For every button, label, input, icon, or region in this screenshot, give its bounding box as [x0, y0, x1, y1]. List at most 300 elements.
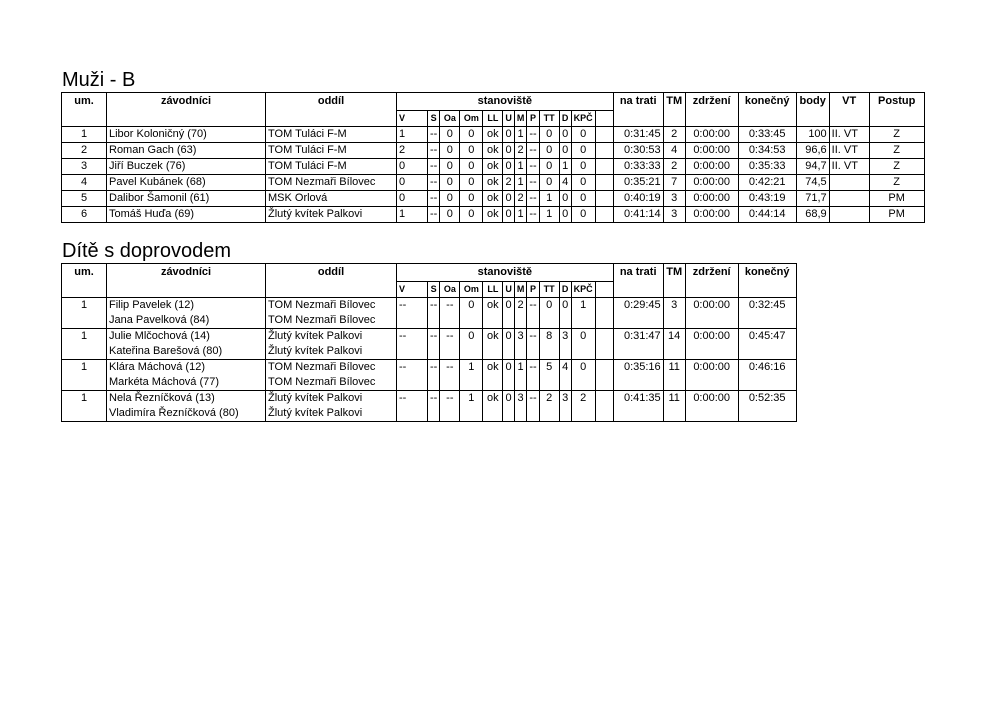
cell-name: Nela Řezníčková (13) [107, 391, 266, 407]
cell-station: ok [483, 329, 503, 345]
subheader-spacer [595, 111, 613, 127]
subheader-oa: Oa [440, 111, 460, 127]
subheader-p: P [527, 282, 539, 298]
cell-station: 0 [539, 127, 559, 143]
cell-station: ok [483, 207, 503, 223]
cell-body: 100 [796, 127, 829, 143]
subheader-m: M [514, 282, 527, 298]
cell-konecny: 0:43:19 [738, 191, 796, 207]
cell-club: MSK Orlová [266, 191, 397, 207]
cell-station: 1 [460, 391, 483, 407]
cell-station: 3 [559, 391, 571, 407]
cell-spacer [595, 207, 613, 223]
cell-postup: Z [869, 127, 924, 143]
cell-station [397, 313, 428, 329]
table-row [62, 127, 925, 143]
cell-club: Žlutý kvítek Palkovi [266, 207, 397, 223]
table-row [62, 298, 797, 314]
cell-station: 1 [397, 207, 428, 223]
cell-tm: 14 [663, 329, 685, 345]
cell-tm: 3 [663, 207, 685, 223]
subheader-om: Om [460, 282, 483, 298]
subheader-spacer [595, 282, 613, 298]
cell-um: 6 [62, 207, 107, 223]
cell-station: 0 [460, 175, 483, 191]
cell-station: 0 [539, 159, 559, 175]
cell-station: 0 [503, 329, 515, 345]
cell-station: -- [428, 143, 440, 159]
cell-konecny: 0:45:47 [738, 329, 796, 345]
cell-zdrzeni: 0:00:00 [685, 360, 738, 376]
cell-station [460, 344, 483, 360]
cell-station: 2 [571, 391, 595, 407]
subheader-tt: TT [539, 282, 559, 298]
cell-club: TOM Nezmaři Bílovec [266, 298, 397, 314]
cell-station: -- [428, 329, 440, 345]
cell-konecny: 0:32:45 [738, 298, 796, 314]
subheader-u: U [503, 111, 515, 127]
header-row [62, 264, 797, 282]
cell-postup: PM [869, 207, 924, 223]
section-title-dite: Dítě s doprovodem [62, 240, 231, 262]
table-row [62, 406, 797, 422]
cell-na-trati: 0:41:35 [613, 391, 663, 407]
cell-vt: II. VT [829, 143, 869, 159]
cell-station: 1 [539, 207, 559, 223]
cell-name: Filip Pavelek (12) [107, 298, 266, 314]
cell-um: 2 [62, 143, 107, 159]
cell-station [571, 406, 595, 422]
cell-station: -- [527, 159, 539, 175]
cell-station: -- [428, 127, 440, 143]
cell-station: -- [428, 360, 440, 376]
cell-empty [738, 375, 796, 391]
cell-station: 0 [460, 143, 483, 159]
cell-spacer [595, 175, 613, 191]
cell-um [62, 313, 107, 329]
cell-station [527, 375, 539, 391]
cell-station: -- [440, 329, 460, 345]
cell-station: 1 [559, 159, 571, 175]
cell-station [460, 375, 483, 391]
subheader-d: D [559, 282, 571, 298]
cell-spacer [595, 360, 613, 376]
header-zavodnici: závodníci [107, 264, 266, 298]
table-row [62, 329, 797, 345]
cell-station [483, 375, 503, 391]
cell-station: 0 [539, 143, 559, 159]
header-postup: Postup [869, 93, 924, 127]
cell-zdrzeni: 0:00:00 [685, 298, 738, 314]
cell-station: 0 [571, 360, 595, 376]
cell-spacer [595, 298, 613, 314]
cell-station: 0 [460, 298, 483, 314]
cell-body: 96,6 [796, 143, 829, 159]
cell-station [397, 344, 428, 360]
subheader-ll: LL [483, 111, 503, 127]
cell-zdrzeni: 0:00:00 [685, 159, 738, 175]
cell-station: 4 [559, 360, 571, 376]
cell-konecny: 0:34:53 [738, 143, 796, 159]
table-row [62, 207, 925, 223]
cell-station [514, 406, 527, 422]
cell-station: 0 [503, 207, 515, 223]
cell-station [539, 406, 559, 422]
cell-station: -- [397, 298, 428, 314]
header-tm: TM [663, 264, 685, 298]
cell-station [527, 313, 539, 329]
cell-station: 0 [460, 191, 483, 207]
cell-station: 0 [397, 175, 428, 191]
subheader-s: S [428, 282, 440, 298]
cell-station [571, 344, 595, 360]
cell-station [483, 313, 503, 329]
cell-postup: Z [869, 175, 924, 191]
cell-tm: 11 [663, 360, 685, 376]
cell-station: 2 [514, 298, 527, 314]
cell-postup: PM [869, 191, 924, 207]
cell-konecny: 0:42:21 [738, 175, 796, 191]
cell-station [514, 375, 527, 391]
cell-um: 1 [62, 127, 107, 143]
cell-station: -- [527, 175, 539, 191]
cell-station: 0 [440, 207, 460, 223]
cell-station: 1 [397, 127, 428, 143]
header-stanoviste: stanoviště [397, 93, 614, 111]
cell-vt: II. VT [829, 159, 869, 175]
cell-station [428, 344, 440, 360]
cell-zdrzeni: 0:00:00 [685, 191, 738, 207]
cell-station: -- [428, 298, 440, 314]
table-row [62, 391, 797, 407]
cell-station [539, 375, 559, 391]
cell-station: 0 [571, 143, 595, 159]
cell-station: 0 [503, 298, 515, 314]
cell-empty [663, 375, 685, 391]
cell-name: Jana Pavelková (84) [107, 313, 266, 329]
cell-station: 0 [440, 127, 460, 143]
cell-empty [613, 313, 663, 329]
cell-postup: Z [869, 159, 924, 175]
cell-tm: 4 [663, 143, 685, 159]
cell-station [527, 406, 539, 422]
cell-station [595, 406, 613, 422]
cell-name: Markéta Máchová (77) [107, 375, 266, 391]
table-row [62, 143, 925, 159]
header-oddil: oddíl [266, 93, 397, 127]
cell-um [62, 406, 107, 422]
header-um: um. [62, 264, 107, 298]
cell-station: -- [397, 329, 428, 345]
cell-station: ok [483, 159, 503, 175]
cell-spacer [595, 143, 613, 159]
cell-body: 68,9 [796, 207, 829, 223]
cell-station: 0 [503, 143, 515, 159]
cell-station: -- [527, 143, 539, 159]
cell-station: -- [440, 298, 460, 314]
cell-station: 0 [571, 207, 595, 223]
cell-spacer [595, 391, 613, 407]
cell-station: -- [428, 207, 440, 223]
cell-station: 0 [503, 360, 515, 376]
cell-station [527, 344, 539, 360]
cell-club: Žlutý kvítek Palkovi [266, 406, 397, 422]
cell-station: 0 [559, 191, 571, 207]
header-tm: TM [663, 93, 685, 127]
cell-station: 2 [503, 175, 515, 191]
cell-station: 1 [460, 360, 483, 376]
subheader-tt: TT [539, 111, 559, 127]
cell-na-trati: 0:35:16 [613, 360, 663, 376]
cell-um: 1 [62, 329, 107, 345]
header-zdrzeni: zdržení [685, 264, 738, 298]
header-stanoviste: stanoviště [397, 264, 614, 282]
cell-name: Dalibor Šamonil (61) [107, 191, 266, 207]
cell-club: TOM Tuláci F-M [266, 127, 397, 143]
cell-na-trati: 0:31:47 [613, 329, 663, 345]
cell-station [428, 406, 440, 422]
cell-station: 0 [503, 127, 515, 143]
cell-um: 1 [62, 391, 107, 407]
cell-station: 1 [514, 175, 527, 191]
cell-station: 2 [514, 143, 527, 159]
header-konecny: konečný [738, 93, 796, 127]
cell-station [460, 406, 483, 422]
cell-empty [613, 375, 663, 391]
cell-station: 1 [539, 191, 559, 207]
cell-club: TOM Nezmaři Bílovec [266, 375, 397, 391]
cell-station [483, 406, 503, 422]
cell-station [440, 313, 460, 329]
cell-station: 0 [503, 391, 515, 407]
cell-station: 0 [397, 159, 428, 175]
cell-um: 1 [62, 298, 107, 314]
subheader-m: M [514, 111, 527, 127]
cell-station: -- [428, 391, 440, 407]
cell-station: ok [483, 391, 503, 407]
table-row [62, 344, 797, 360]
cell-tm: 2 [663, 127, 685, 143]
cell-station [503, 375, 515, 391]
cell-konecny: 0:46:16 [738, 360, 796, 376]
cell-tm: 3 [663, 298, 685, 314]
cell-zdrzeni: 0:00:00 [685, 391, 738, 407]
cell-zdrzeni: 0:00:00 [685, 127, 738, 143]
cell-zdrzeni: 0:00:00 [685, 329, 738, 345]
cell-station: 0 [571, 191, 595, 207]
cell-station [514, 313, 527, 329]
header-na-trati: na trati [613, 264, 663, 298]
cell-station: 1 [571, 298, 595, 314]
cell-body: 71,7 [796, 191, 829, 207]
cell-name: Pavel Kubánek (68) [107, 175, 266, 191]
subheader-p: P [527, 111, 539, 127]
cell-na-trati: 0:29:45 [613, 298, 663, 314]
cell-station: 3 [514, 391, 527, 407]
cell-station: 0 [539, 298, 559, 314]
cell-um: 1 [62, 360, 107, 376]
cell-station [503, 406, 515, 422]
table-row [62, 191, 925, 207]
cell-station: 0 [460, 207, 483, 223]
cell-station [539, 313, 559, 329]
section-title-muzi: Muži - B [62, 69, 136, 91]
cell-empty [738, 406, 796, 422]
header-row [62, 93, 925, 111]
cell-empty [685, 313, 738, 329]
cell-station: 2 [514, 191, 527, 207]
cell-na-trati: 0:40:19 [613, 191, 663, 207]
cell-station [440, 344, 460, 360]
cell-name: Vladimíra Řezníčková (80) [107, 406, 266, 422]
cell-konecny: 0:35:33 [738, 159, 796, 175]
cell-station: -- [527, 298, 539, 314]
cell-na-trati: 0:33:33 [613, 159, 663, 175]
cell-tm: 7 [663, 175, 685, 191]
cell-postup: Z [869, 143, 924, 159]
cell-na-trati: 0:35:21 [613, 175, 663, 191]
cell-station [440, 406, 460, 422]
subheader-v: V [397, 282, 428, 298]
cell-club: Žlutý kvítek Palkovi [266, 344, 397, 360]
subheader-s: S [428, 111, 440, 127]
cell-empty [685, 375, 738, 391]
cell-station: -- [527, 127, 539, 143]
cell-name: Klára Máchová (12) [107, 360, 266, 376]
subheader-u: U [503, 282, 515, 298]
cell-station: 1 [514, 127, 527, 143]
cell-station [595, 375, 613, 391]
header-oddil: oddíl [266, 264, 397, 298]
cell-club: TOM Tuláci F-M [266, 143, 397, 159]
cell-station: 0 [559, 127, 571, 143]
cell-station: 0 [440, 143, 460, 159]
cell-name: Libor Koloničný (70) [107, 127, 266, 143]
cell-name: Jiří Buczek (76) [107, 159, 266, 175]
cell-um [62, 375, 107, 391]
cell-station: 2 [397, 143, 428, 159]
subheader-d: D [559, 111, 571, 127]
cell-station: 0 [539, 175, 559, 191]
cell-station [571, 313, 595, 329]
cell-empty [685, 406, 738, 422]
cell-station: 0 [460, 159, 483, 175]
cell-club: TOM Nezmaři Bílovec [266, 360, 397, 376]
header-body: body [796, 93, 829, 127]
cell-station: -- [428, 191, 440, 207]
cell-station: 0 [571, 159, 595, 175]
cell-station [397, 375, 428, 391]
cell-station: 8 [539, 329, 559, 345]
cell-station [503, 313, 515, 329]
cell-station: 0 [460, 329, 483, 345]
cell-station [428, 313, 440, 329]
cell-station [514, 344, 527, 360]
cell-um: 3 [62, 159, 107, 175]
cell-konecny: 0:44:14 [738, 207, 796, 223]
header-konecny: konečný [738, 264, 796, 298]
cell-na-trati: 0:31:45 [613, 127, 663, 143]
cell-station [571, 375, 595, 391]
cell-empty [613, 344, 663, 360]
cell-station: 0 [559, 143, 571, 159]
cell-station [503, 344, 515, 360]
cell-name: Kateřina Barešová (80) [107, 344, 266, 360]
header-zdrzeni: zdržení [685, 93, 738, 127]
subheader-om: Om [460, 111, 483, 127]
cell-tm: 11 [663, 391, 685, 407]
cell-empty [663, 406, 685, 422]
cell-station [595, 313, 613, 329]
cell-station [559, 406, 571, 422]
results-table-muzi [61, 92, 925, 223]
cell-station: ok [483, 298, 503, 314]
cell-station: 0 [559, 207, 571, 223]
cell-station [559, 375, 571, 391]
cell-club: Žlutý kvítek Palkovi [266, 391, 397, 407]
cell-club: TOM Nezmaři Bílovec [266, 175, 397, 191]
cell-station: 3 [514, 329, 527, 345]
cell-konecny: 0:52:35 [738, 391, 796, 407]
cell-name: Julie Mlčochová (14) [107, 329, 266, 345]
cell-station: 2 [539, 391, 559, 407]
cell-zdrzeni: 0:00:00 [685, 143, 738, 159]
cell-station: 0 [440, 175, 460, 191]
cell-name: Tomáš Huďa (69) [107, 207, 266, 223]
cell-station [559, 344, 571, 360]
cell-tm: 2 [663, 159, 685, 175]
cell-club: TOM Nezmaři Bílovec [266, 313, 397, 329]
cell-station: 1 [514, 360, 527, 376]
header-zavodnici: závodníci [107, 93, 266, 127]
cell-station: 0 [571, 127, 595, 143]
cell-spacer [595, 159, 613, 175]
cell-spacer [595, 329, 613, 345]
table-row [62, 313, 797, 329]
cell-station: 0 [503, 159, 515, 175]
cell-station: -- [428, 175, 440, 191]
cell-zdrzeni: 0:00:00 [685, 207, 738, 223]
subheader-oa: Oa [440, 282, 460, 298]
subheader-v: V [397, 111, 428, 127]
cell-station: -- [397, 391, 428, 407]
cell-station [460, 313, 483, 329]
cell-um: 4 [62, 175, 107, 191]
results-table-dite [61, 263, 797, 422]
subheader-ll: LL [483, 282, 503, 298]
cell-empty [738, 313, 796, 329]
cell-name: Roman Gach (63) [107, 143, 266, 159]
header-um: um. [62, 93, 107, 127]
table-row [62, 175, 925, 191]
cell-vt [829, 207, 869, 223]
cell-station [559, 313, 571, 329]
cell-empty [738, 344, 796, 360]
table-row [62, 159, 925, 175]
cell-na-trati: 0:30:53 [613, 143, 663, 159]
table-row [62, 360, 797, 376]
cell-konecny: 0:33:45 [738, 127, 796, 143]
cell-um: 5 [62, 191, 107, 207]
cell-station: ok [483, 191, 503, 207]
table-row [62, 375, 797, 391]
cell-station [483, 344, 503, 360]
cell-station: -- [440, 391, 460, 407]
cell-na-trati: 0:41:14 [613, 207, 663, 223]
cell-spacer [595, 191, 613, 207]
cell-station [539, 344, 559, 360]
subheader-kpč: KPČ [571, 282, 595, 298]
